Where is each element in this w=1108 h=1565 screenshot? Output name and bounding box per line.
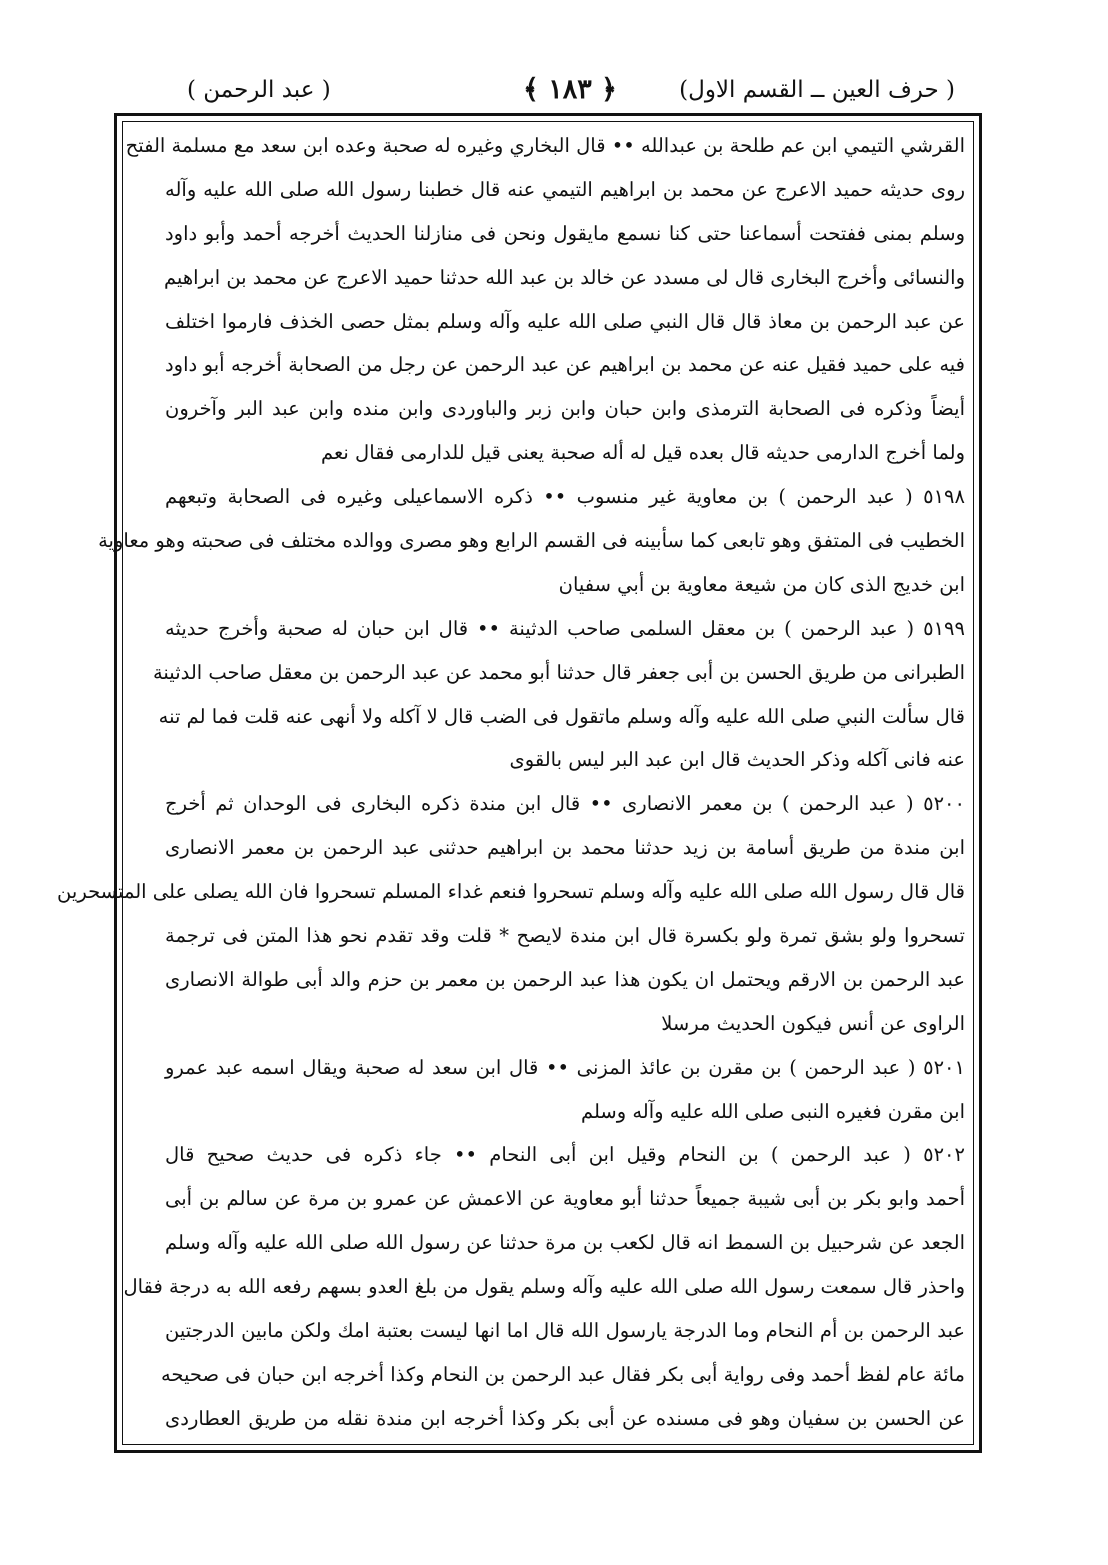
- text-line: الجعد عن شرحبيل بن السمط انه قال لكعب بن مرة حدثنا عن رسول الله صلى الله عليه وآله وسلم: [165, 1231, 965, 1255]
- text-line: عبد الرحمن بن الارقم ويحتمل ان يكون هذا عبد الرحمن بن معمر بن حزم والد أبى طوالة الانصارى: [165, 967, 965, 991]
- text-line: تسحروا ولو بشق تمرة ولو بكسرة قال ابن مندة لايصح * قلت وقد تقدم نحو هذا المتن فى ترجمة: [165, 924, 965, 948]
- entry-5199-line: ٥١٩٩ ( عبد الرحمن ) بن معقل السلمى صاحب الدثينة •• قال ابن حبان له صحبة وأخرج حديثه: [165, 616, 965, 640]
- text-line: الراوى عن أنس فيكون الحديث مرسلا: [661, 1011, 965, 1035]
- text-line: مائة عام لفظ أحمد وفى رواية أبى بكر فقال عبد الرحمن بن النحام وكذا أخرجه ابن حبان فى صحيحه: [160, 1362, 965, 1386]
- entry-5201-line: ٥٢٠١ ( عبد الرحمن ) بن مقرن بن عائذ المزنى •• قال ابن سعد له صحبة ويقال اسمه عبد عمرو: [165, 1055, 965, 1079]
- text-line: عن الحسن بن سفيان وهو فى مسنده عن أبى بكر وكذا أخرجه ابن مندة نقله من طريق العطاردى: [165, 1406, 965, 1430]
- text-line: عن عبد الرحمن بن معاذ قال قال النبي صلى الله عليه وآله وسلم بمثل حصى الخذف فارموا اختلف: [165, 309, 965, 333]
- text-line: واحذر قال سمعت رسول الله صلى الله عليه وآله وسلم يقول من بلغ العدو بسهم رفعه الله به درجة فقال: [123, 1275, 965, 1299]
- text-line: ابن مندة من طريق أسامة بن زيد حدثنا محمد بن ابراهيم حدثنى عبد الرحمن بن معمر الانصارى: [165, 836, 965, 860]
- text-line: فيه على حميد فقيل عنه عن محمد بن ابراهيم عن عبد الرحمن عن رجل من الصحابة أخرجه أبو داود: [165, 353, 965, 377]
- text-line: قال سألت النبي صلى الله عليه وآله وسلم ماتقول فى الضب قال لا آكله ولا أنهى عنه قلت فما لم تنه: [158, 704, 965, 728]
- entry-5200-line: ٥٢٠٠ ( عبد الرحمن ) بن معمر الانصارى •• قال ابن مندة ذكره البخارى فى الوحدان ثم أخرج: [165, 792, 965, 816]
- page-number: ﴿ ۱۸۳ ﴾: [523, 74, 617, 105]
- text-line: القرشي التيمي ابن عم طلحة بن عبدالله •• قال البخاري وغيره له صحبة وعده ابن سعد مع مسلمة الفتح: [125, 134, 965, 157]
- text-line: الخطيب فى المتفق وهو تابعى كما سأبينه فى القسم الرابع وهو مصرى ووالده مختلف فى صحبته وهو معاوية: [98, 529, 965, 553]
- text-body: [57, 124, 965, 1441]
- entry-5202-line: ٥٢٠٢ ( عبد الرحمن ) بن النحام وقيل ابن أبى النحام •• جاء ذكره فى حديث صحيح قال: [165, 1143, 965, 1167]
- text-line: ابن خديج الذى كان من شيعة معاوية بن أبي سفيان: [558, 572, 965, 596]
- text-line: قال قال رسول الله صلى الله عليه وآله وسلم تسحروا فنعم غداء المسلم تسحروا فان الله يصلى على المتسحرين: [57, 880, 965, 904]
- text-line: ولما أخرج الدارمى حديثه قال بعده قيل له أله صحبة يعنى قيل للدارمى فقال نعم: [321, 441, 965, 465]
- text-line: أحمد وابو بكر بن أبى شيبة جميعاً حدثنا أبو معاوية عن الاعمش عن عمرو بن مرة عن سالم بن أبى: [165, 1187, 965, 1211]
- text-line: عنه فانى آكله وذكر الحديث قال ابن عبد البر ليس بالقوى: [509, 748, 965, 772]
- entry-title: ( عبد الرحمن ): [187, 77, 331, 103]
- text-line: أيضاً وذكره فى الصحابة الترمذى وابن حبان وابن زبر والباوردى وابن منده وابن عبد البر وآخرون: [165, 397, 965, 421]
- text-line: عبد الرحمن بن أم النحام وما الدرجة يارسول الله قال اما انها ليست بعتبة امك ولكن مابين الدرجتين: [165, 1319, 965, 1343]
- text-line: ابن مقرن فغيره النبى صلى الله عليه وآله وسلم: [580, 1099, 965, 1123]
- text-line: روى حديثه حميد الاعرج عن محمد بن ابراهيم التيمي عنه قال خطبنا رسول الله صلى الله عليه وآله: [165, 177, 965, 201]
- entry-5198-line: ٥١٩٨ ( عبد الرحمن ) بن معاوية غير منسوب •• ذكره الاسماعيلى وغيره فى الصحابة وتبعهم: [165, 485, 965, 509]
- chapter-title: ( حرف العين ــ القسم الاول): [679, 77, 955, 103]
- text-line: الطبرانى من طريق الحسن بن أبى جعفر قال حدثنا أبو محمد عن عبد الرحمن بن معقل صاحب الدثينة: [152, 660, 965, 684]
- text-line: والنسائى وأخرج البخارى قال لى مسدد عن خالد بن عبد الله حدثنا حميد الاعرج عن محمد بن ابراهيم: [163, 265, 965, 289]
- page-header: [175, 68, 965, 118]
- text-line: وسلم بمنى ففتحت أسماعنا حتى كنا نسمع مايقول ونحن فى منازلنا الحديث أخرجه أحمد وأبو داود: [165, 221, 965, 245]
